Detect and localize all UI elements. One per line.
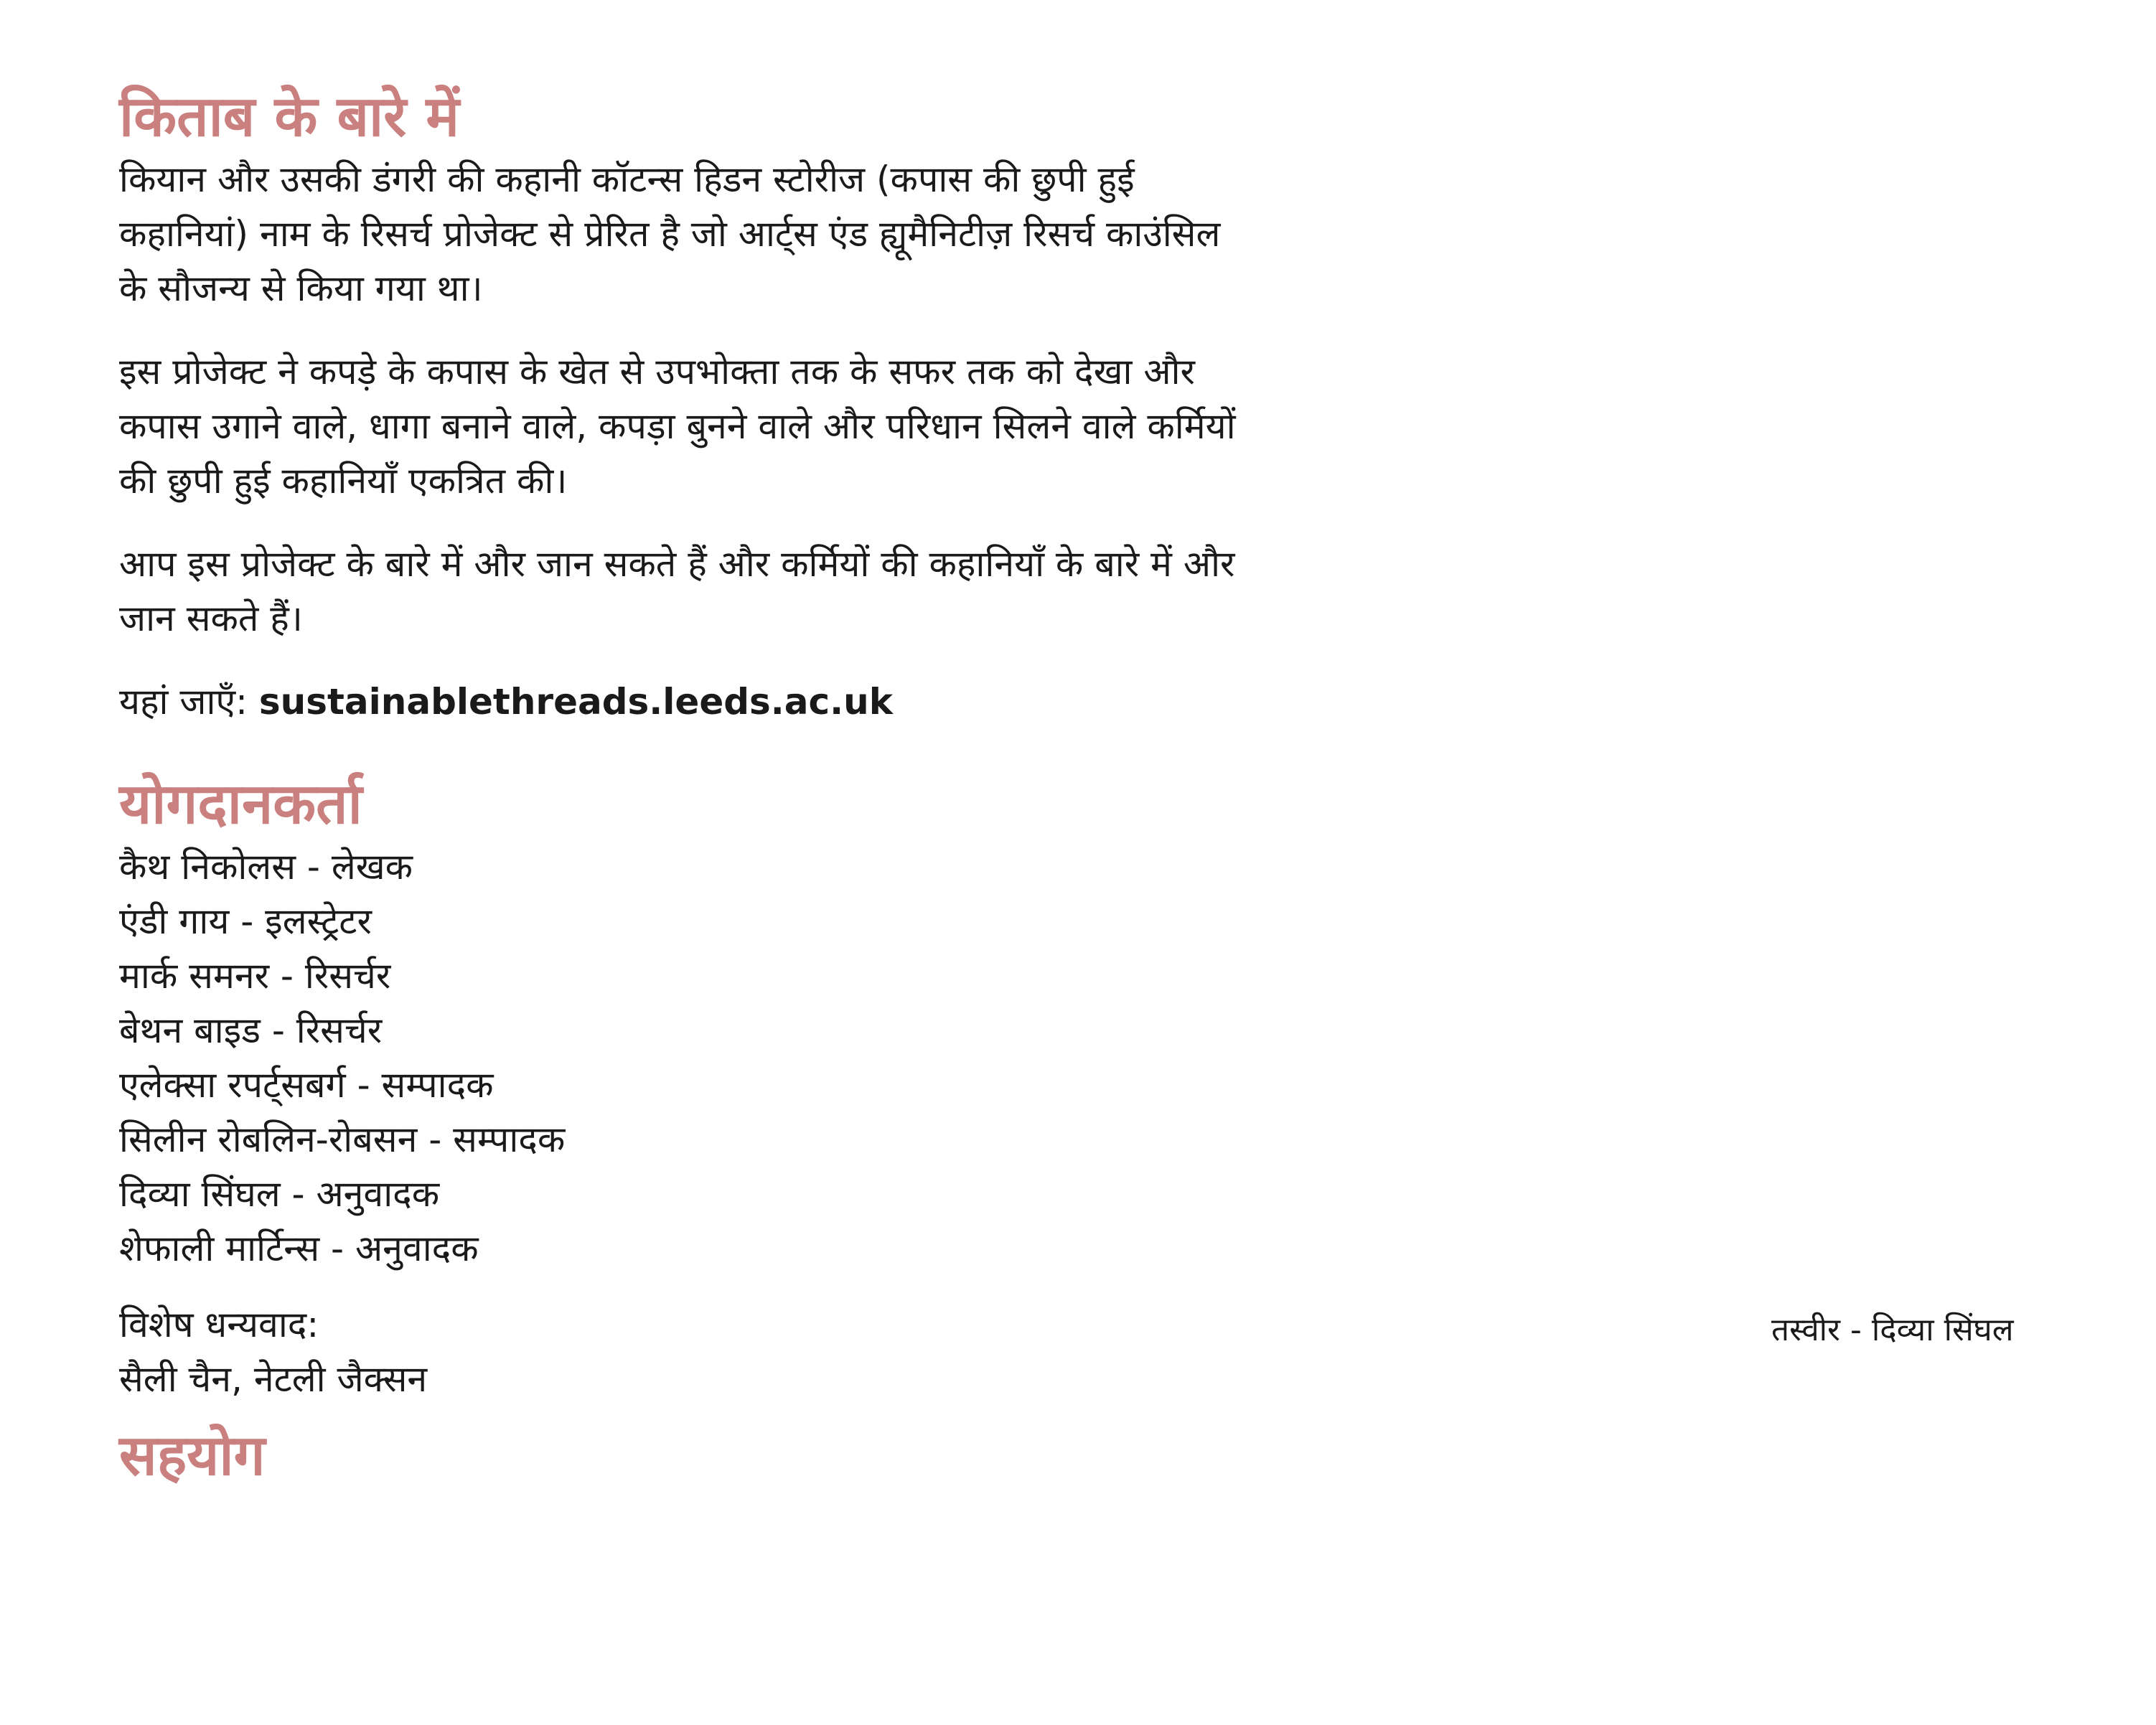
contributor-item: मार्क समनर - रिसर्चर [119, 955, 391, 997]
photo-credit: तस्वीर - दिव्या सिंघल [1771, 1312, 2014, 1348]
contributors-heading: योगदानकर्ता [119, 772, 362, 837]
contributor-item: एंडी गाय - इलस्ट्रेटर [119, 901, 372, 942]
contributor-item: एलेक्सा रपर्ट्सबर्ग - सम्पादक [119, 1064, 494, 1106]
about-paragraph-2: इस प्रोजेक्ट ने कपड़े के कपास के खेत से उपभोक्ता तक के सफर तक को देखा और कपास उगाने वाले, धागा बनाने वाले, कपड़ा बुनने वाले और परिधान सिलने वाले कर्मियों की छुपी हुई कहानियाँ एकत्रित की। [119, 351, 1236, 502]
left-column [119, 82, 1239, 1491]
visit-label: यहां जाएँ: [119, 681, 248, 723]
visit-url-link[interactable]: sustainablethreads.leeds.ac.uk [258, 681, 894, 723]
about-paragraph-3: आप इस प्रोजेक्ट के बारे में और जान सकते हैं और कर्मियों की कहानियाँ के बारे में और जान सकते हैं। [119, 543, 1235, 639]
contributor-item: बेथन बाइड - रिसर्चर [119, 1010, 383, 1051]
about-heading: किताब के बारे में [119, 85, 459, 149]
contributor-item: सिलीन रोबलिन-रोबसन - सम्पादक [119, 1119, 566, 1160]
visit-line [119, 675, 1239, 729]
contributor-item: दिव्या सिंघल - अनुवादक [119, 1173, 440, 1215]
contributor-item: कैथ निकोलस - लेखक [119, 846, 413, 888]
support-heading: सहयोग [119, 1424, 266, 1488]
special-thanks-names: सैली चैन, नेटली जैक्सन [119, 1358, 428, 1400]
special-thanks-label: विशेष धन्यवाद: [119, 1304, 319, 1345]
about-paragraph-1: कियान और उसकी डंगरी की कहानी कॉटन्स हिडन स्टोरीज (कपास की छुपी हुई कहानियां) नाम के रिसर्च प्रोजेक्ट से प्रेरित है जो आर्ट्स एंड ह्यूमैनिटीज़ रिसर्च काउंसिल के सौजन्य से किया गया था। [119, 159, 1221, 309]
contributors-list [119, 840, 1239, 1276]
contributor-item: शेफाली मार्टिन्स - अनुवादक [119, 1228, 479, 1269]
